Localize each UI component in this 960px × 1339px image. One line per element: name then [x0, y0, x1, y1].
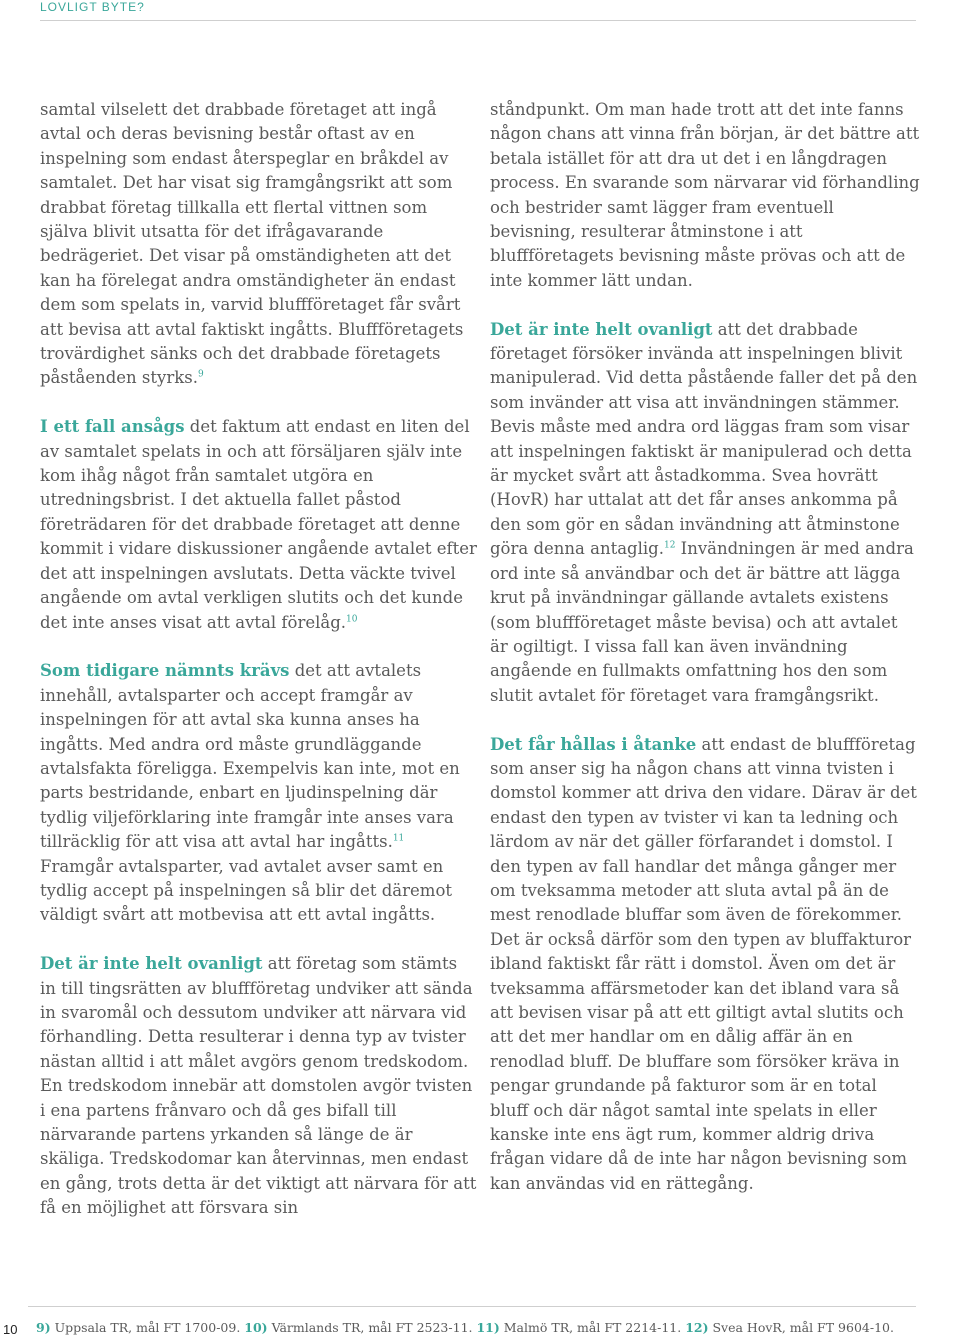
paragraph	[490, 733, 920, 1197]
footnotes	[36, 1320, 936, 1335]
paragraph-lead: Det är inte helt ovanligt	[490, 319, 713, 339]
paragraph	[40, 952, 478, 1220]
paragraph	[490, 318, 920, 709]
paragraph-text: att det drabbade företaget försöker invända att inspelningen blivit manipulerad. Vid detta påstående faller det på den som invänder att visa att invändningen stämmer. Bevis måste med andra ord läggas fram som visar att inspelningen faktiskt är manipulerad och detta är mycket svårt att åstadkomma. Svea hovrätt (HovR) har uttalat att det får anses ankomma på den som gör en sådan invändning att åtminstone göra denna antaglig.	[490, 319, 918, 559]
paragraph-lead: Det får hållas i åtanke	[490, 734, 697, 754]
running-header: LOVLIGT BYTE?	[40, 0, 145, 14]
paragraph	[40, 98, 478, 391]
paragraph-text: samtal vilselett det drabbade företaget att ingå avtal och deras bevisning består oftast av en inspelning som endast återspeglar en bråkdel av samtalet. Det har visat sig framgångsrikt att som drabbat företag tillkalla ett flertal vittnen som själva blivit utsatta för det ifrågavarande bedrägeriet. Det visar på omständigheten att det kan ha förelegat andra omständigheter än endast dem som spelats in, varvid bluffföretaget får svårt att bevisa att avtal faktiskt ingåtts. Bluffföretagets trovärdighet sänks och det drabbade företagets påståenden styrks.	[40, 100, 464, 388]
paragraph	[40, 659, 478, 927]
left-column	[40, 98, 478, 1245]
header-divider	[40, 20, 916, 21]
paragraph-lead: Som tidigare nämnts krävs	[40, 661, 290, 681]
footnote-number: 10)	[244, 1320, 268, 1335]
paragraph-text: det att avtalets innehåll, avtalsparter och accept framgår av inspelningen för att avtal ska kunna anses ha ingåtts. Med andra ord måste grundläggande avtalsfakta föreligga. Exempelvis kan inte, mot en parts bestridande, enbart en ljudinspelning där tydlig viljeförklaring inte framgår inte anses vara tillräcklig för att visa att avtal har ingåtts.	[40, 661, 460, 852]
paragraph	[490, 98, 920, 293]
footnote-text: Svea HovR, mål FT 9604-10.	[708, 1320, 894, 1335]
footnote-text: Värmlands TR, mål FT 2523-11.	[267, 1320, 477, 1335]
footnote-text: Malmö TR, mål FT 2214-11.	[499, 1320, 686, 1335]
paragraph-text: att företag som stämts in till tingsrätten av bluffföretag undviker att sända in svaromål och dessutom undviker att närvara vid förhandling. Detta resulterar i denna typ av tvister nästan alltid i att målet avgörs genom tredskodom. En tredskodom innebär att domstolen avgör tvisten i ena partens frånvaro och då ges bifall till närvarande partens yrkanden så länge de är skäliga. Tredskodomar kan återvinnas, men endast en gång, trots detta är det viktigt att närvara för att få en möjlighet att försvara sin	[40, 954, 477, 1218]
paragraph-text: Framgår avtalsparter, vad avtalet avser samt en tydlig accept på inspelningen så blir det däremot väldigt svårt att motbevisa att ett avtal ingåtts.	[40, 856, 453, 925]
paragraph-text: det faktum att endast en liten del av samtalet spelats in och att försäljaren själv inte kom ihåg något från samtalet utgöra en utredningsbrist. I det aktuella fallet påstod företrädaren för det drabbade företaget att denne kommit i vidare diskussioner angående avtalet efter det att inspelningen avslutats. Detta väckte tvivel angående om avtal verkligen slutits och det kunde det inte anses visat att avtal förelåg.	[40, 417, 477, 632]
footer-divider	[28, 1306, 916, 1307]
footnote-ref: 11	[392, 833, 405, 844]
paragraph-lead: I ett fall ansågs	[40, 417, 185, 437]
footnote-ref: 9	[197, 369, 204, 380]
paragraph	[40, 415, 478, 635]
footnote-ref: 10	[346, 614, 358, 625]
paragraph-text: att endast de bluffföretag som anser sig ha någon chans att vinna tvisten i domstol kommer att driva den vidare. Därav är det endast den typen av tvister vi kan ta ledning och lärdom av när det gäller förfarandet i domstol. I den typen av fall handlar det många gånger mer om tveksamma metoder att sluta avtal på än de mest renodlade bluffar som även de förekommer. Det är också därför som den typen av bluffakturor ibland faktiskt får rätt i domstol. Även om det är tveksamma affärsmetoder kan det ibland vara så att bevisen visar på att ett giltigt avtal slutits och att det mer handlar om en dålig affär än en renodlad bluff. De bluffare som försöker kräva in pengar grundande på fakturor som är en total bluff och där något samtal inte spelats in eller kanske inte ens ägt rum, kommer aldrig driva frågan vidare då de inte har någon bevisning som kan användas vid en rättegång.	[490, 734, 917, 1193]
paragraph-lead: Det är inte helt ovanligt	[40, 954, 263, 974]
footnote-text: Uppsala TR, mål FT 1700-09.	[50, 1320, 245, 1335]
right-column	[490, 98, 920, 1221]
paragraph-text: ståndpunkt. Om man hade trott att det inte fanns någon chans att vinna från början, är det bättre att betala istället för att dra ut det i en långdragen process. En svarande som närvarar vid förhandling och bestrider samt lägger fram eventuell bevisning, resulterar åtminstone i att bluffföretagets bevisning måste prövas och att de inte kommer lätt undan.	[490, 100, 920, 290]
page-number: 10	[3, 1322, 18, 1337]
footnote-number: 12)	[685, 1320, 709, 1335]
footnote-ref: 12	[663, 540, 676, 551]
footnote-number: 9)	[36, 1320, 51, 1335]
footnote-number: 11)	[476, 1320, 500, 1335]
paragraph-text: Invändningen är med andra ord inte så användbar och det är bättre att lägga krut på invändningar gällande avtalets existens (som bluffföretaget måste bevisa) och att avtalet är ogiltigt. I vissa fall kan även invändning angående en fullmakts omfattning hos den som slutit avtalet för företaget vara framgångsrikt.	[490, 539, 914, 705]
